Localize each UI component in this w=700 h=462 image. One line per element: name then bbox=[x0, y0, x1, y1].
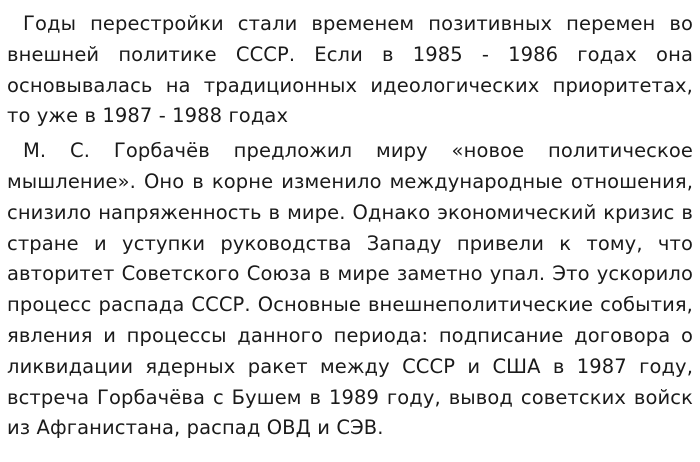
document-body bbox=[7, 9, 693, 444]
paragraph-perestroika-intro: Годы перестройки стали временем позитивных перемен во внешней политике СССР. Если в 1985 - 1986 годах она основывалась на традиционных идеологических приоритетах, то уже в 1987 - 1988 годах bbox=[7, 12, 693, 128]
paragraph-new-thinking: М. С. Горбачёв предложил миру «новое политическое мышление». Оно в корне изменило международные отношения, снизило напряженность в мире. Однако экономический кризис в стране и уступки руководства Западу привели к тому, что авторитет Советского Союза в мире заметно упал. Это ускорило процесс распада СССР. Основные внешнеполитические события, явления и процессы данного периода: подписание договора о ликвидации ядерных ракет между СССР и США в 1987 году, встреча Горбачёва с Бушем в 1989 году, вывод советских войск из Афганистана, распад ОВД и СЭВ. bbox=[7, 139, 693, 440]
